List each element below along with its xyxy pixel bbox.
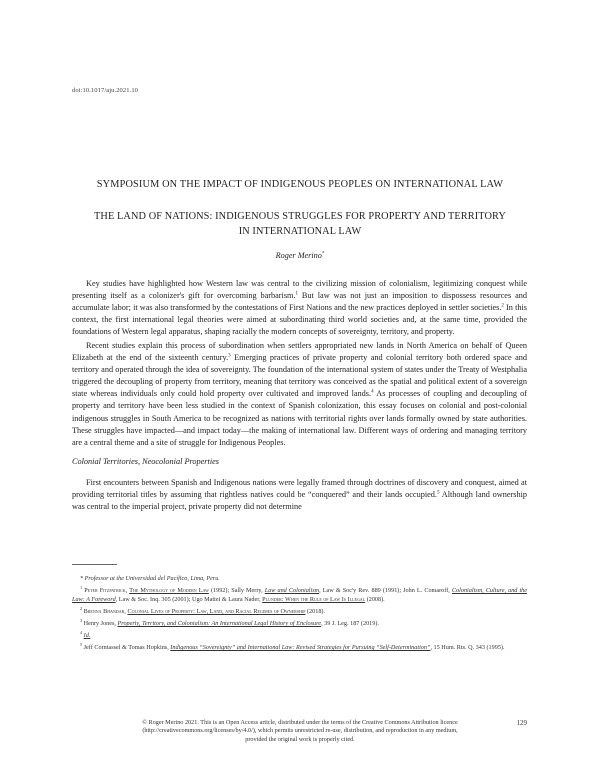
license-url-line[interactable]: (http://creativecommons.org/licenses/by/4.0/), which permits unrestricted re-use, distribution, and reproduction in any medium, xyxy=(142,727,458,735)
author-affiliation-note: * Professor at the Universidad del Pacífico, Lima, Peru. xyxy=(80,575,220,582)
footnote-ref-2[interactable]: 2 xyxy=(501,303,504,309)
citation-link[interactable]: The Mythology of Modern Law xyxy=(129,587,209,595)
footnote-5: $^5$ Jeff Corntassel & Tomas Hopkins, Indigenous “Sovereignty” and International Law: Revised Strategies for Pursuing “Self-Determination”, 15 Hum. Rts. Q. 343 (1995). xyxy=(80,642,505,652)
footnote-2: $^2$ Brenna Bhandar, Colonial Lives of Property: Law, Land, and Racial Regimes of Ownership (2018). xyxy=(80,605,326,615)
article-title-line-2: IN INTERNATIONAL LAW xyxy=(238,226,362,237)
citation-link[interactable]: Plunder: When the Rule of Law Is Illegal xyxy=(262,595,366,603)
footnote-ref-5[interactable]: 5 xyxy=(436,490,440,495)
footnote-1: $^1$ Peter Fitzpatrick, The Mythology of Modern Law (1992); Sally Merry, Law and Colonialism, Law & Soc'y Rev. 889 (1991); John L. Comaroff, Colonialism, Culture, and the Law: A Foreword, Law & Soc. Inq. 305 (2001); Ugo Mattei & Laura Nader, Plunder: When the Rule of Law Is Illegal (2008). xyxy=(72,585,528,603)
paragraph-1: Key studies have highlighted how Western law was central to the civilizing mission of colonialism, legitimizing conquest while presenting itself as a colonizer's gift for overcoming barbarism.$^1$ But law was not just an imposition to dispossess resources and accumulate labor; it was also transformed by the contestations of First Nations and the new practices deployed in settler societies.$^2$ In this context, the first international legal theories were aimed at subordinating third world societies and, at the same time, provided the foundations of Western legal apparatus, shaping racially the modern concepts of sovereignty, territory, and property. xyxy=(72,279,527,337)
license-notice: © Roger Merino 2021. This is an Open Access article, distributed under the terms of the Creative Commons Attribution licence (http://creativecommons.org/licenses/by/4.0/), which permits unrestricted re-use, distribution, and reproduction in any medium, provided the original work is properly cited. xyxy=(100,719,500,744)
page-number: 129 xyxy=(516,719,527,727)
author-name: Roger Merino xyxy=(275,251,322,260)
citation-link[interactable]: Property, Territory, and Colonialism: An International Legal History of Enclosure xyxy=(117,619,322,627)
footnote-4: $^4$ Id. xyxy=(80,629,91,639)
footnotes xyxy=(72,575,527,656)
article-body xyxy=(72,278,527,513)
citation-link[interactable]: Colonial Lives of Property: Law, Land, and Racial Regimes of Ownership xyxy=(127,607,306,615)
footnote-ref-4[interactable]: 4 xyxy=(371,389,374,395)
symposium-heading: SYMPOSIUM ON THE IMPACT OF INDIGENOUS PEOPLES ON INTERNATIONAL LAW xyxy=(96,179,504,190)
footnote-separator xyxy=(72,564,117,565)
citation-link[interactable]: Colonialism, Culture, and the Law: A Foreword xyxy=(72,587,528,603)
paragraph-2: Recent studies explain this process of subordination when settlers appropriated new lands in North America on behalf of Queen Elizabeth at the end of the sixteenth century.$^3$ Emerging practices of private property and colonial territory both ordered space and territory and operated through the idea of sovereignty. The foundation of the international system of states under the Treaty of Westphalia triggered the decoupling of property from territory, meaning that territory was conceived as the spatial and political extent of a sovereign state whereas individuals only could hold property over cultivated and improved lands.$^4$ As processes of coupling and decoupling of property and territory have been less studied in the context of Spanish colonization, this essay focuses on colonial and post-colonial indigenous struggles in South America to be recognized as nations with territorial rights over lands formally owned by state authorities. These struggles have impacted—and impact today—the making of international law. Different ways of ordering and managing territory are a central theme and a site of struggle for Indigenous Peoples. xyxy=(72,341,527,447)
footnote-ref-1[interactable]: 1 xyxy=(295,291,299,297)
footnote-3: $^3$ Henry Jones, Property, Territory, and Colonialism: An International Legal History of Enclosure, 39 J. Leg. 187 (2019). xyxy=(80,617,379,627)
author-footnote-mark[interactable]: * xyxy=(321,251,325,257)
citation-link[interactable]: Id. xyxy=(83,631,91,639)
paragraph-3: First encounters between Spanish and Indigenous nations were legally framed through doctrines of discovery and conquest, aimed at providing territorial titles by assuming that rightless natives could be “conquered” and their lands occupied.$^5$ Although land ownership was central to the imperial project, private property did not determine xyxy=(72,477,528,511)
citation-link[interactable]: Law and Colonialism xyxy=(264,587,320,595)
citation-link[interactable]: Indigenous “Sovereignty” and International Law: Revised Strategies for Pursuing “Self-Determination” xyxy=(170,644,431,652)
article-title xyxy=(60,209,540,239)
article-title-line-1: THE LAND OF NATIONS: INDIGENOUS STRUGGLES FOR PROPERTY AND TERRITORY xyxy=(94,211,506,222)
doi-line[interactable]: doi:10.1017/aju.2021.10 xyxy=(72,87,139,94)
author-byline xyxy=(60,251,540,260)
footnote-ref-3[interactable]: 3 xyxy=(228,353,231,359)
page-footer xyxy=(72,719,527,744)
section-heading: Colonial Territories, Neocolonial Properties xyxy=(72,456,219,466)
